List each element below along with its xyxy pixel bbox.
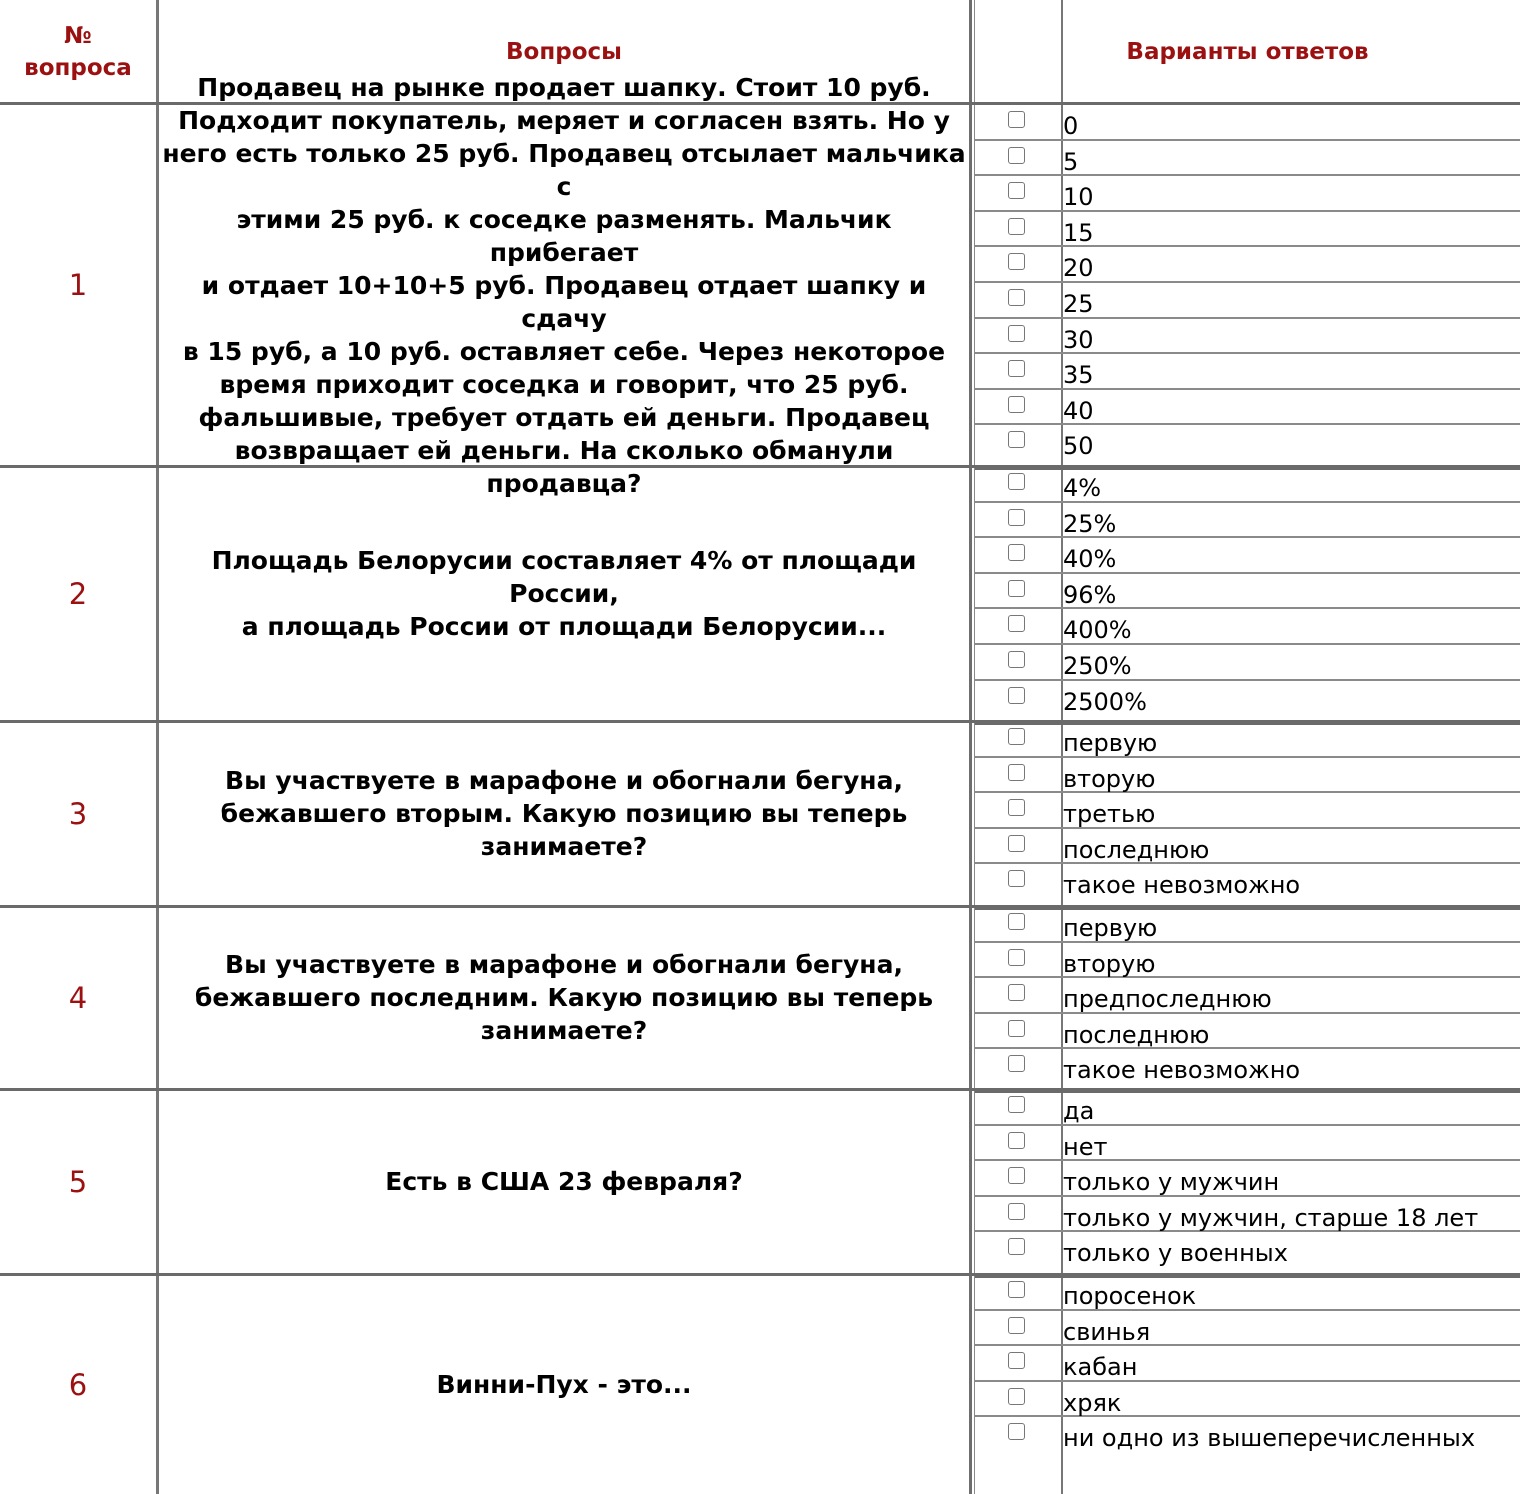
- answer-label: 25%: [1063, 509, 1117, 538]
- answer-checkbox[interactable]: [1008, 1238, 1025, 1255]
- answer-option: [975, 354, 1520, 390]
- answer-option: [975, 907, 1520, 943]
- question-row: [0, 907, 1520, 1088]
- answer-option: [975, 574, 1520, 610]
- question-row: [0, 1090, 1520, 1273]
- answer-checkbox[interactable]: [1008, 509, 1025, 526]
- question-text: [159, 72, 969, 498]
- answer-option: [975, 176, 1520, 212]
- answer-option: [975, 141, 1520, 177]
- answer-options: [975, 907, 1520, 1085]
- answer-checkbox[interactable]: [1008, 1423, 1025, 1440]
- question-text-line: бежавшего последним. Какую позицию вы теперь: [194, 983, 934, 1012]
- question-row: [0, 722, 1520, 905]
- answer-checkbox[interactable]: [1008, 182, 1025, 199]
- question-text-line: занимаете?: [480, 1016, 648, 1045]
- answer-label: хряк: [1063, 1388, 1122, 1417]
- answer-checkbox[interactable]: [1008, 396, 1025, 413]
- answer-label: да: [1063, 1097, 1095, 1125]
- header-num-line2: вопроса: [24, 54, 132, 81]
- answer-option: [975, 1090, 1520, 1126]
- question-text-line: Винни-Пух - это...: [436, 1370, 692, 1399]
- answer-option: [975, 758, 1520, 794]
- answer-options: [975, 1275, 1520, 1453]
- answer-label: 50: [1063, 432, 1094, 461]
- answer-option: [975, 722, 1520, 758]
- answer-checkbox[interactable]: [1008, 1388, 1025, 1405]
- answer-option: [975, 1161, 1520, 1197]
- answer-label: только у мужчин, старше 18 лет: [1063, 1203, 1479, 1232]
- answer-checkbox[interactable]: [1008, 1132, 1025, 1149]
- answer-option: [975, 105, 1520, 141]
- question-text-line: время приходит соседка и говорит, что 25 руб.: [219, 369, 909, 399]
- answer-option: [975, 319, 1520, 355]
- question-text-line: Вы участвуете в марафоне и обогнали бегуна,: [225, 950, 903, 979]
- answer-checkbox[interactable]: [1008, 651, 1025, 668]
- answer-option: [975, 212, 1520, 248]
- question-row: [0, 72, 1520, 498]
- header-answers: Варианты ответов: [1126, 38, 1369, 65]
- answer-label: только у военных: [1063, 1239, 1288, 1268]
- answer-option: [975, 467, 1520, 503]
- answer-option: [975, 1382, 1520, 1418]
- answer-checkbox[interactable]: [1008, 1167, 1025, 1184]
- answer-checkbox[interactable]: [1008, 764, 1025, 781]
- answer-option: [975, 538, 1520, 574]
- answer-option: [975, 1311, 1520, 1347]
- answer-label: вторую: [1063, 949, 1156, 978]
- answer-checkbox[interactable]: [1008, 913, 1025, 930]
- answer-label: вторую: [1063, 764, 1156, 793]
- answer-label: 15: [1063, 218, 1094, 247]
- answer-label: свинья: [1063, 1317, 1151, 1346]
- answer-label: 35: [1063, 361, 1094, 390]
- answer-label: 5: [1063, 147, 1079, 176]
- answer-checkbox[interactable]: [1008, 1203, 1025, 1220]
- question-number: 4: [68, 980, 88, 1015]
- answer-option: [975, 425, 1520, 461]
- answer-option: [975, 943, 1520, 979]
- question-text-line: Продавец на рынке продает шапку. Стоит 10 руб.: [197, 72, 931, 102]
- answer-checkbox[interactable]: [1008, 728, 1025, 745]
- answer-checkbox[interactable]: [1008, 835, 1025, 852]
- answer-label: 400%: [1063, 616, 1132, 645]
- question-text-line: занимаете?: [480, 832, 648, 861]
- answer-label: 25: [1063, 289, 1094, 318]
- question-text-line: возвращает ей деньги. На сколько обманули продавца?: [234, 435, 894, 498]
- question-text-line: Есть в США 23 февраля?: [385, 1167, 743, 1196]
- question-text-line: Площадь Белорусии составляет 4% от площади России,: [211, 546, 917, 608]
- answer-option: [975, 609, 1520, 645]
- answer-checkbox[interactable]: [1008, 1352, 1025, 1369]
- answer-checkbox[interactable]: [1008, 949, 1025, 966]
- answer-option: [975, 1346, 1520, 1382]
- answer-options: [975, 105, 1520, 461]
- answer-option: [975, 1232, 1520, 1268]
- answer-options: [975, 467, 1520, 716]
- answer-option: [975, 1197, 1520, 1233]
- answer-checkbox[interactable]: [1008, 325, 1025, 342]
- answer-checkbox[interactable]: [1008, 360, 1025, 377]
- answer-checkbox[interactable]: [1008, 1055, 1025, 1072]
- answer-checkbox[interactable]: [1008, 1020, 1025, 1037]
- answer-option: [975, 645, 1520, 681]
- answer-option: [975, 978, 1520, 1014]
- answer-label: кабан: [1063, 1353, 1138, 1382]
- question-row: [0, 467, 1520, 720]
- answer-label: нет: [1063, 1132, 1108, 1161]
- question-number: 2: [68, 576, 88, 611]
- answer-option: [975, 1126, 1520, 1162]
- answer-label: поросенок: [1063, 1282, 1197, 1310]
- question-text-line: этими 25 руб. к соседке разменять. Мальчик прибегает: [236, 204, 892, 267]
- answer-label: 4%: [1063, 474, 1102, 502]
- answer-label: 250%: [1063, 651, 1132, 680]
- question-text-line: фальшивые, требует отдать ей деньги. Продавец: [198, 402, 930, 432]
- question-number: 5: [68, 1164, 88, 1199]
- question-number: 6: [68, 1367, 88, 1402]
- header-questions: Вопросы: [506, 38, 622, 65]
- answer-checkbox[interactable]: [1008, 984, 1025, 1001]
- answer-option: [975, 503, 1520, 539]
- answer-label: последнюю: [1063, 835, 1210, 864]
- answer-label: 30: [1063, 325, 1094, 354]
- answer-label: такое невозможно: [1063, 1056, 1301, 1085]
- answer-option: [975, 1014, 1520, 1050]
- answer-option: [975, 681, 1520, 717]
- answer-checkbox[interactable]: [1008, 1096, 1025, 1113]
- answer-checkbox[interactable]: [1008, 687, 1025, 704]
- answer-checkbox[interactable]: [1008, 431, 1025, 448]
- question-text-line: бежавшего вторым. Какую позицию вы теперь: [220, 799, 908, 828]
- answer-label: только у мужчин: [1063, 1168, 1280, 1197]
- question-row: [0, 1275, 1520, 1494]
- question-text: [159, 1090, 969, 1273]
- answer-checkbox[interactable]: [1008, 1317, 1025, 1334]
- answer-option: [975, 864, 1520, 900]
- answer-label: такое невозможно: [1063, 871, 1301, 900]
- answer-checkbox[interactable]: [1008, 218, 1025, 235]
- question-text: [159, 467, 969, 720]
- answer-label: 10: [1063, 183, 1094, 212]
- answer-options: [975, 722, 1520, 900]
- question-text-line: в 15 руб, а 10 руб. оставляет себе. Через некоторое: [182, 336, 946, 366]
- answer-options: [975, 1090, 1520, 1268]
- question-text-line: Подходит покупатель, меряет и согласен взять. Но у: [178, 105, 950, 135]
- answer-label: 2500%: [1063, 687, 1147, 716]
- answer-label: предпоследнюю: [1063, 985, 1272, 1014]
- question-text: [159, 722, 969, 905]
- answer-option: [975, 1049, 1520, 1085]
- answer-option: [975, 283, 1520, 319]
- answer-checkbox[interactable]: [1008, 544, 1025, 561]
- answer-option: [975, 247, 1520, 283]
- answer-option: [975, 829, 1520, 865]
- question-text: [159, 1275, 969, 1494]
- question-text-line: него есть только 25 руб. Продавец отсылает мальчика с: [162, 138, 966, 201]
- question-text-line: и отдает 10+10+5 руб. Продавец отдает шапку и сдачу: [201, 270, 927, 333]
- answer-label: последнюю: [1063, 1020, 1210, 1049]
- answer-option: [975, 1275, 1520, 1311]
- answer-checkbox[interactable]: [1008, 289, 1025, 306]
- answer-label: 0: [1063, 112, 1079, 140]
- answer-checkbox[interactable]: [1008, 580, 1025, 597]
- answer-checkbox[interactable]: [1008, 870, 1025, 887]
- answer-option: [975, 390, 1520, 426]
- answer-checkbox[interactable]: [1008, 253, 1025, 270]
- answer-label: ни одно из вышеперечисленных: [1063, 1424, 1476, 1453]
- question-text-line: а площадь России от площади Белорусии...: [241, 612, 887, 641]
- question-number: 3: [68, 796, 88, 831]
- answer-label: первую: [1063, 729, 1158, 757]
- answer-checkbox[interactable]: [1008, 799, 1025, 816]
- answer-checkbox[interactable]: [1008, 147, 1025, 164]
- answer-label: 40: [1063, 396, 1094, 425]
- question-number: 1: [68, 268, 88, 302]
- header-question-number: [0, 0, 156, 103]
- question-text-line: Вы участвуете в марафоне и обогнали бегуна,: [225, 766, 903, 795]
- answer-label: 40%: [1063, 545, 1117, 574]
- answer-checkbox[interactable]: [1008, 473, 1025, 490]
- answer-option: [975, 793, 1520, 829]
- answer-label: третью: [1063, 800, 1156, 829]
- answer-checkbox[interactable]: [1008, 615, 1025, 632]
- answer-label: 96%: [1063, 580, 1117, 609]
- answer-label: первую: [1063, 914, 1158, 942]
- answer-checkbox[interactable]: [1008, 1281, 1025, 1298]
- answer-checkbox[interactable]: [1008, 111, 1025, 128]
- header-num-line1: №: [64, 22, 92, 49]
- answer-label: 20: [1063, 254, 1094, 283]
- answer-option: [975, 1417, 1520, 1453]
- question-text: [159, 907, 969, 1088]
